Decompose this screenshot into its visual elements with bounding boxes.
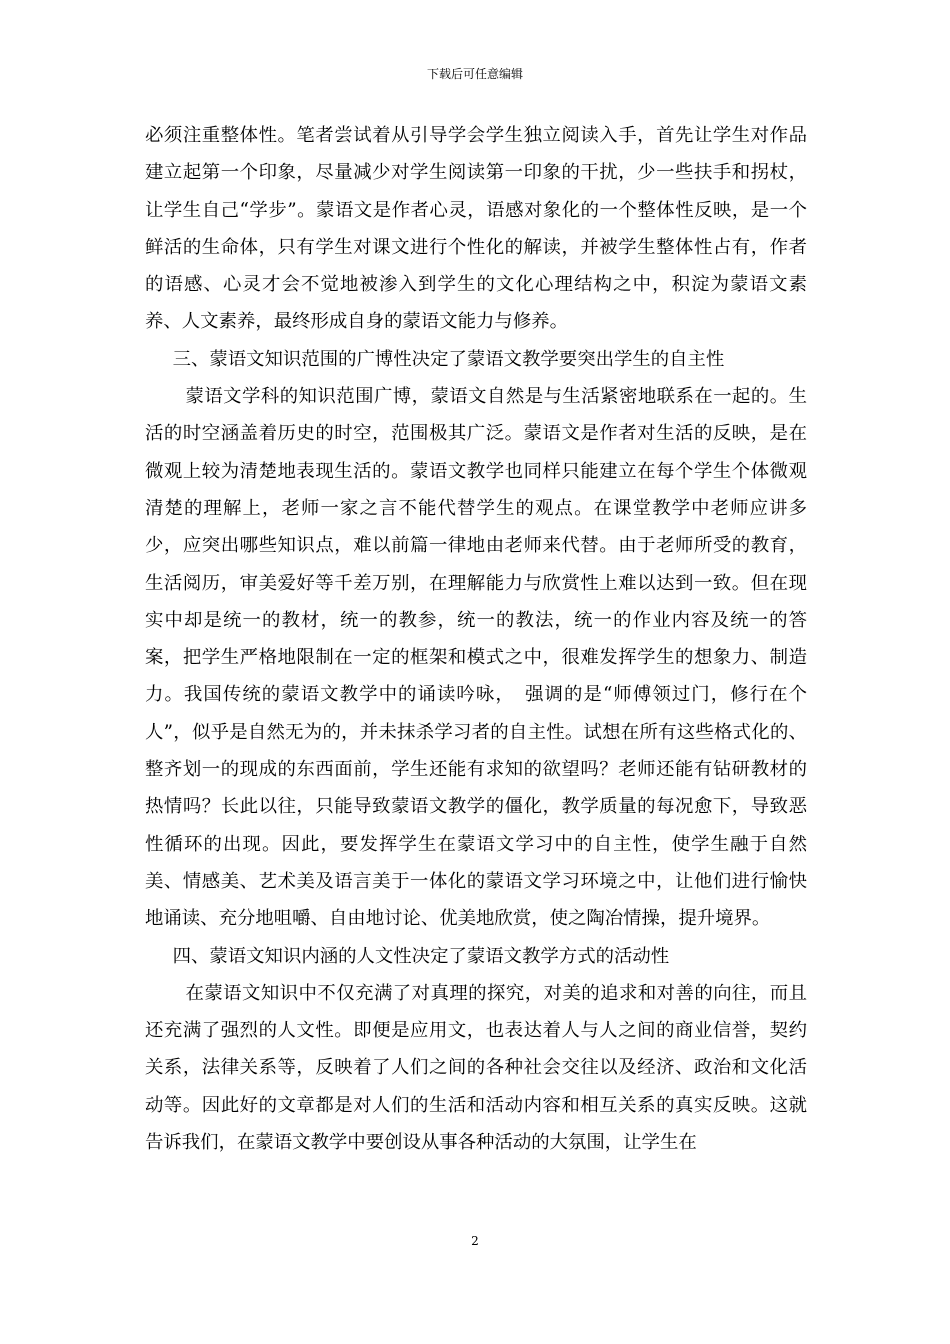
- section-heading-4: 四、蒙语文知识内涵的人文性决定了蒙语文教学方式的活动性: [172, 945, 670, 967]
- paragraph-section-4: 在蒙语文知识中不仅充满了对真理的探究，对美的追求和对善的向往，而且还充满了强烈的人文性。即便是应用文，也表达着人与人之间的商业信誉，契约关系，法律关系等，反映着了人们之间的各种社会交往以及经济、政治和文化活动等。因此好的文章都是对人们的生活和活动内容和相互关系的真实反映。这就告诉我们，在蒙语文教学中要创设从事各种活动的大氛围，让学生在: [145, 982, 807, 1154]
- document-body: [145, 117, 807, 1161]
- page-number: 2: [471, 1234, 479, 1248]
- paragraph-continuation: 必须注重整体性。笔者尝试着从引导学会学生独立阅读入手，首先让学生对作品建立起第一个印象，尽量减少对学生阅读第一印象的干扰，少一些扶手和拐杖，让学生自己“学步”。蒙语文是作者心灵，语感对象化的一个整体性反映，是一个鲜活的生命体，只有学生对课文进行个性化的解读，并被学生整体性占有，作者的语感、心灵才会不觉地被渗入到学生的文化心理结构之中，积淀为蒙语文素养、人文素养，最终形成自身的蒙语文能力与修养。: [145, 125, 807, 333]
- paragraph-section-3: 蒙语文学科的知识范围广博，蒙语文自然是与生活紧密地联系在一起的。生活的时空涵盖着历史的时空，范围极其广泛。蒙语文是作者对生活的反映，是在微观上较为清楚地表现生活的。蒙语文教学也同样只能建立在每个学生个体微观清楚的理解上，老师一家之言不能代替学生的观点。在课堂教学中老师应讲多少，应突出哪些知识点，难以前篇一律地由老师来代替。由于老师所受的教育，生活阅历，审美爱好等千差万别，在理解能力与欣赏性上难以达到一致。但在现实中却是统一的教材，统一的教参，统一的教法，统一的作业内容及统一的答案，把学生严格地限制在一定的框架和模式之中，很难发挥学生的想象力、制造力。我国传统的蒙语文教学中的诵读吟咏， 强调的是“师傅领过门，修行在个人”，似乎是自然无为的，并未抹杀学习者的自主性。试想在所有这些格式化的、整齐划一的现成的东西面前，学生还能有求知的欲望吗？老师还能有钻研教材的热情吗？长此以往，只能导致蒙语文教学的僵化，教学质量的每况愈下，导致恶性循环的出现。因此，要发挥学生在蒙语文学习中的自主性，使学生融于自然美、情感美、艺术美及语言美于一体化的蒙语文学习环境之中，让他们进行愉快地诵读、充分地咀嚼、自由地讨论、优美地欣赏，使之陶冶情操，提升境界。: [145, 386, 807, 930]
- section-heading-3: 三、蒙语文知识范围的广博性决定了蒙语文教学要突出学生的自主性: [172, 348, 725, 370]
- page-header: 下载后可任意编辑: [426, 67, 523, 81]
